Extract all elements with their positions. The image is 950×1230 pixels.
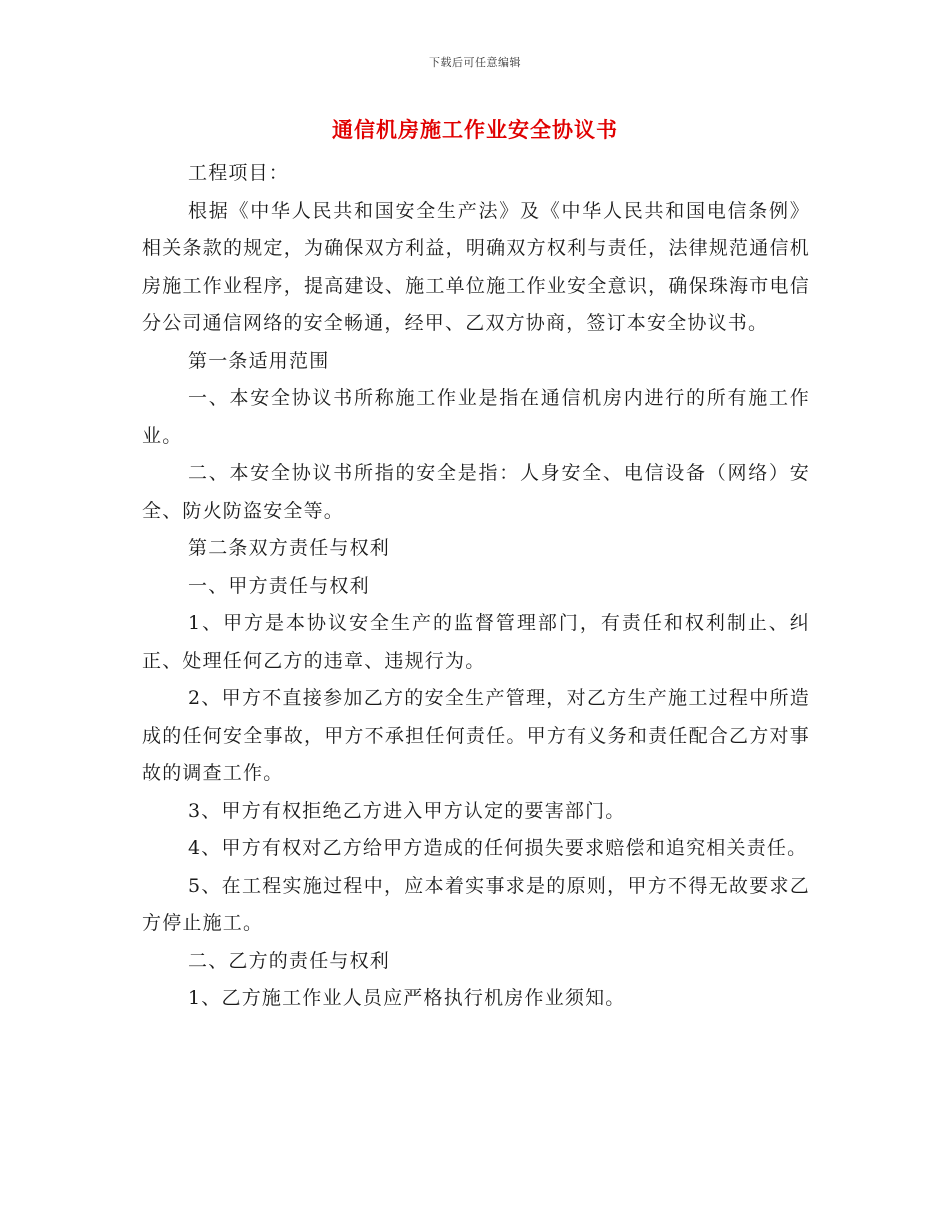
paragraph-party-a-item-5: 5、在工程实施过程中，应本着实事求是的原则，甲方不得无故要求乙方停止施工。	[142, 874, 810, 934]
paragraph-preamble: 根据《中华人民共和国安全生产法》及《中华人民共和国电信条例》相关条款的规定，为确保双方利益，明确双方权利与责任，法律规范通信机房施工作业程序，提高建设、施工单位施工作业安全意识，确保珠海市电信分公司通信网络的安全畅通，经甲、乙双方协商，签订本安全协议书。	[142, 199, 810, 334]
paragraph-party-a-heading: 一、甲方责任与权利	[188, 574, 370, 597]
paragraph-article-2-heading: 第二条双方责任与权利	[188, 537, 391, 559]
header-note: 下载后可任意编辑	[429, 56, 521, 69]
document-body	[142, 155, 810, 1018]
document-title: 通信机房施工作业安全协议书	[332, 117, 618, 142]
paragraph-article-1-item-2: 二、本安全协议书所指的安全是指：人身安全、电信设备（网络）安全、防火防盗安全等。	[142, 462, 810, 522]
paragraph-party-b-heading: 二、乙方的责任与权利	[188, 949, 391, 972]
paragraph-party-a-item-3: 3、甲方有权拒绝乙方进入甲方认定的要害部门。	[188, 799, 626, 822]
paragraph-party-a-item-2: 2、甲方不直接参加乙方的安全生产管理，对乙方生产施工过程中所造成的任何安全事故，甲方不承担任何责任。甲方有义务和责任配合乙方对事故的调查工作。	[142, 687, 810, 784]
paragraph-party-b-item-1: 1、乙方施工作业人员应严格执行机房作业须知。	[188, 987, 626, 1009]
paragraph-project: 工程项目：	[188, 162, 290, 184]
paragraph-party-a-item-4: 4、甲方有权对乙方给甲方造成的任何损失要求赔偿和追究相关责任。	[188, 837, 808, 859]
paragraph-party-a-item-1: 1、甲方是本协议安全生产的监督管理部门，有责任和权利制止、纠正、处理任何乙方的违章、违规行为。	[142, 612, 810, 672]
paragraph-article-1-heading: 第一条适用范围	[188, 349, 330, 372]
paragraph-article-1-item-1: 一、本安全协议书所称施工作业是指在通信机房内进行的所有施工作业。	[142, 387, 810, 447]
